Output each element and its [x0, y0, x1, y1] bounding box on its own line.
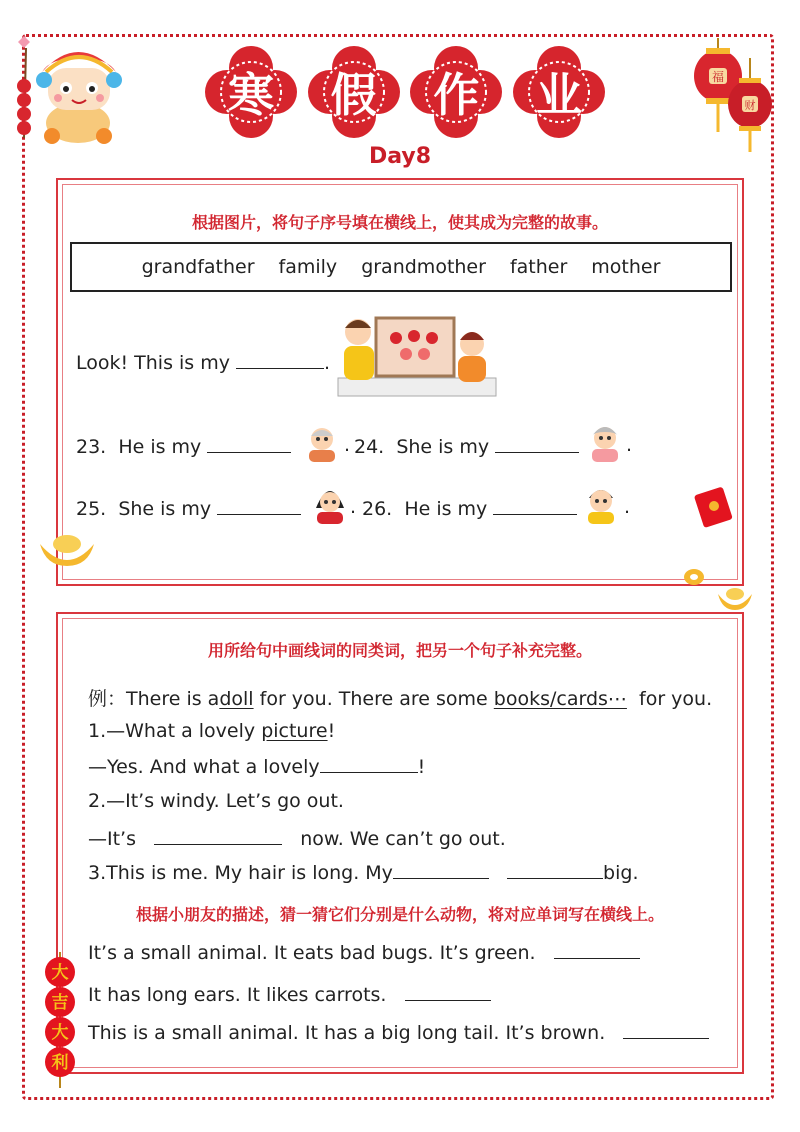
- title-badge: [205, 46, 297, 138]
- question-1b: —Yes. And what a lovely !: [88, 756, 426, 778]
- family-exercise-panel: 根据图片，将句子序号填在横线上，使其成为完整的故事。 grandfather family grandmother father mother Look! This is my . 23. He is my . 24. She is my . 25. She is my . 26. He is my .: [56, 178, 744, 586]
- answer-blank[interactable]: [217, 496, 301, 515]
- svg-text:大: 大: [51, 963, 69, 983]
- question-25: 25. She is my: [76, 496, 301, 520]
- riddle-3: This is a small animal. It has a big long tail. It’s brown.: [88, 1020, 709, 1044]
- svg-text:利: 利: [51, 1053, 69, 1073]
- question-23: 23. He is my: [76, 434, 291, 458]
- answer-blank[interactable]: [154, 826, 282, 845]
- family-photo-icon: [336, 308, 498, 400]
- answer-blank[interactable]: [495, 434, 579, 453]
- father-icon: [580, 482, 622, 524]
- synonym-exercise-panel: [56, 612, 744, 1074]
- day-label: Day8: [368, 144, 432, 169]
- question-1a: 1.—What a lovely picture!: [88, 720, 336, 742]
- title-char: 寒: [228, 68, 274, 122]
- svg-text:大: 大: [51, 1023, 69, 1043]
- question-26: 26. He is my: [362, 496, 577, 520]
- question-2a: 2.—It’s windy. Let’s go out.: [88, 790, 344, 812]
- question-24: 24. She is my: [354, 434, 579, 458]
- answer-blank[interactable]: [393, 860, 489, 879]
- answer-blank[interactable]: [554, 940, 640, 959]
- intro-sentence: Look! This is my .: [76, 352, 331, 374]
- riddle-1: It’s a small animal. It eats bad bugs. It’s green.: [88, 940, 640, 964]
- grandmother-icon: [584, 420, 626, 462]
- answer-blank[interactable]: [320, 754, 418, 773]
- svg-text:吉: 吉: [51, 993, 69, 1013]
- answer-blank[interactable]: [623, 1020, 709, 1039]
- example-sentence: 例：There is adoll for you. There are some books/cards⋯ for you.: [88, 688, 713, 710]
- title-badge: [513, 46, 605, 138]
- title-char: 作: [433, 68, 480, 122]
- title-badge: [410, 46, 502, 138]
- worksheet-title: [205, 46, 605, 146]
- word-bank: [70, 242, 732, 292]
- title-char: 假: [330, 68, 377, 122]
- section3-instruction: 根据小朋友的描述，猜一猜它们分别是什么动物，将对应单词写在横线上。: [135, 905, 664, 924]
- answer-blank[interactable]: [236, 350, 324, 369]
- title-char: 业: [535, 68, 582, 122]
- gold-ingot-icon: [36, 528, 98, 572]
- lantern-icon: [688, 38, 778, 158]
- title-badge: [308, 46, 400, 138]
- riddle-2: It has long ears. It likes carrots.: [88, 982, 491, 1006]
- question-2b: —It’s now. We can’t go out.: [88, 828, 506, 850]
- mother-icon: [310, 484, 350, 524]
- lion-mascot-icon: [6, 28, 136, 148]
- gold-coin-icon: [682, 566, 706, 588]
- question-3: 3.This is me. My hair is long. My big.: [88, 862, 639, 884]
- word-bank-item: family: [278, 256, 338, 278]
- red-envelope-icon: [692, 484, 736, 528]
- word-bank-item: grandmother: [361, 256, 486, 278]
- grandfather-icon: [302, 422, 342, 462]
- svg-text:财: 财: [744, 99, 756, 112]
- answer-blank[interactable]: [207, 434, 291, 453]
- answer-blank[interactable]: [405, 982, 491, 1001]
- lucky-banner-icon: [40, 952, 80, 1088]
- gold-ingot-icon: [716, 584, 754, 614]
- svg-text:福: 福: [711, 70, 725, 84]
- section2-instruction: 用所给句中画线词的同类词，把另一个句子补充完整。: [207, 641, 592, 660]
- answer-blank[interactable]: [493, 496, 577, 515]
- answer-blank[interactable]: [507, 860, 603, 879]
- section1-instruction: 根据图片，将句子序号填在横线上，使其成为完整的故事。: [191, 213, 608, 232]
- word-bank-item: grandfather: [141, 256, 255, 278]
- word-bank-item: father: [509, 256, 568, 278]
- word-bank-item: mother: [591, 256, 661, 278]
